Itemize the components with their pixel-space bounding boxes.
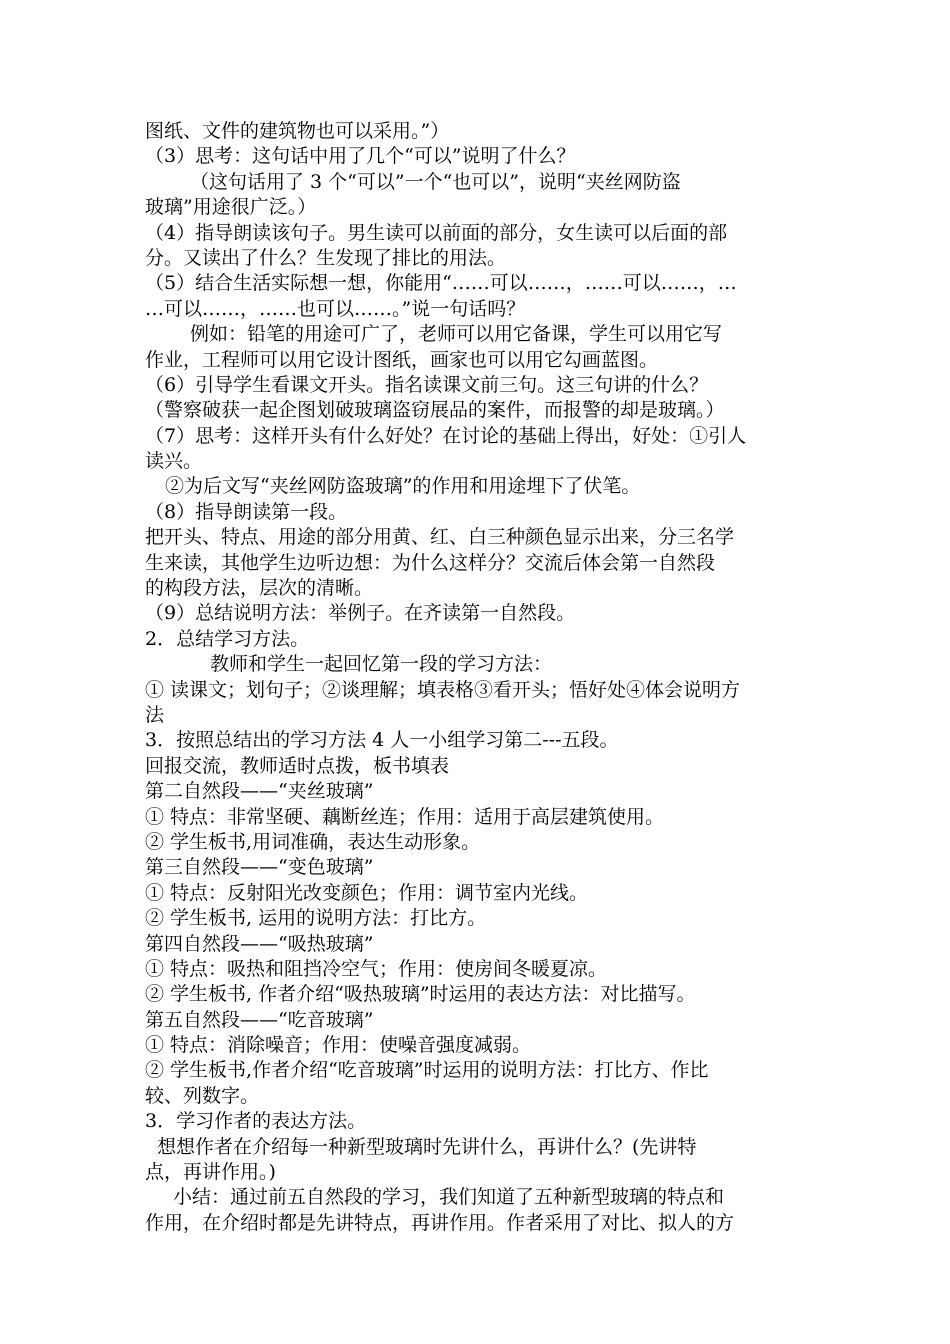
text-line-20: （9）总结说明方法：举例子。在齐读第一自然段。	[145, 602, 576, 625]
text-line-27: 第二自然段——“夹丝玻璃”	[145, 780, 374, 803]
text-line-10: 作业，工程师可以用它设计图纸，画家也可以用它勾画蓝图。	[145, 348, 659, 371]
text-line-9: 例如：铅笔的用途可广了，老师可以用它备课，学生可以用它写	[190, 323, 723, 346]
text-line-11: （6）引导学生看课文开头。指名读课文前三句。这三句讲的什么？	[145, 373, 709, 396]
text-line-21: 2．总结学习方法。	[145, 627, 310, 650]
text-line-2: （3）思考：这句话中用了几个“可以”说明了什么？	[145, 145, 576, 168]
text-line-6: 分。又读出了什么？生发现了排比的用法。	[145, 246, 507, 269]
text-line-24: 法	[145, 703, 165, 726]
text-line-36: 第五自然段——“吃音玻璃”	[145, 1008, 374, 1031]
text-line-12: （警察破获一起企图划破玻璃盗窃展品的案件，而报警的却是玻璃。）	[145, 399, 725, 422]
text-line-42: 点，再讲作用。)	[145, 1161, 276, 1184]
text-line-40: 3．学习作者的表达方法。	[145, 1110, 367, 1133]
text-line-25: 3．按照总结出的学习方法 4 人一小组学习第二---五段。	[145, 729, 619, 752]
text-line-13: （7）思考：这样开头有什么好处？在讨论的基础上得出，好处：①引人	[145, 424, 747, 447]
text-line-35: ② 学生板书, 作者介绍“吸热玻璃”时运用的表达方法：对比描写。	[145, 983, 696, 1006]
text-line-37: ① 特点：消除噪音；作用：使噪音强度减弱。	[145, 1034, 532, 1057]
text-line-34: ① 特点：吸热和阻挡冷空气；作用：使房间冬暖夏凉。	[145, 957, 608, 980]
text-line-39: 较、列数字。	[145, 1084, 260, 1107]
text-line-43: 小结：通过前五自然段的学习，我们知道了五种新型玻璃的特点和	[173, 1186, 725, 1209]
text-line-5: （4）指导朗读该句子。男生读可以前面的部分，女生读可以后面的部	[145, 221, 728, 244]
text-line-31: ① 特点：反射阳光改变颜色；作用：调节室内光线。	[145, 881, 589, 904]
text-line-15: ②为后文写“夹丝网防盗玻璃”的作用和用途埋下了伏笔。	[165, 475, 641, 498]
text-line-1: 图纸、文件的建筑物也可以采用。”）	[145, 120, 450, 142]
text-line-14: 读兴。	[145, 450, 203, 473]
text-line-23: ① 读课文；划句子；②谈理解；填表格③看开头；悟好处④体会说明方	[145, 678, 741, 701]
text-line-8: …可以……，……也可以……。”说一句话吗？	[145, 297, 526, 320]
text-line-18: 生来读，其他学生边听边想：为什么这样分？交流后体会第一自然段	[145, 551, 716, 574]
text-line-30: 第三自然段——“变色玻璃”	[145, 856, 374, 879]
document-body	[145, 119, 810, 1236]
text-line-32: ② 学生板书, 运用的说明方法：打比方。	[145, 907, 487, 930]
text-line-38: ② 学生板书,作者介绍“吃音玻璃”时运用的说明方法：打比方、作比	[145, 1059, 709, 1082]
text-line-44: 作用，在介绍时都是先讲特点，再讲作用。作者采用了对比、拟人的方	[145, 1211, 735, 1234]
text-line-26: 回报交流，教师适时点拨，板书填表	[145, 754, 450, 777]
text-line-19: 的构段方法，层次的清晰。	[145, 577, 374, 600]
text-line-33: 第四自然段——“吸热玻璃”	[145, 932, 374, 955]
text-line-7: （5）结合生活实际想一想，你能用“……可以……，……可以……，…	[145, 272, 737, 295]
text-line-17: 把开头、特点、用途的部分用黄、红、白三种颜色显示出来，分三名学	[145, 526, 735, 549]
text-line-29: ② 学生板书,用词准确，表达生动形象。	[145, 830, 481, 853]
text-line-3: （这句话用了 3 个“可以”一个“也可以”，说明“夹丝网防盗	[190, 170, 681, 193]
text-line-28: ① 特点：非常坚硬、藕断丝连；作用：适用于高层建筑使用。	[145, 805, 665, 828]
text-line-16: （8）指导朗读第一段。	[145, 500, 348, 523]
text-line-41: 想想作者在介绍每一种新型玻璃时先讲什么，再讲什么？(先讲特	[157, 1135, 697, 1158]
text-line-22: 教师和学生一起回忆第一段的学习方法：	[210, 653, 553, 676]
text-line-4: 玻璃”用途很广泛。）	[145, 196, 317, 219]
